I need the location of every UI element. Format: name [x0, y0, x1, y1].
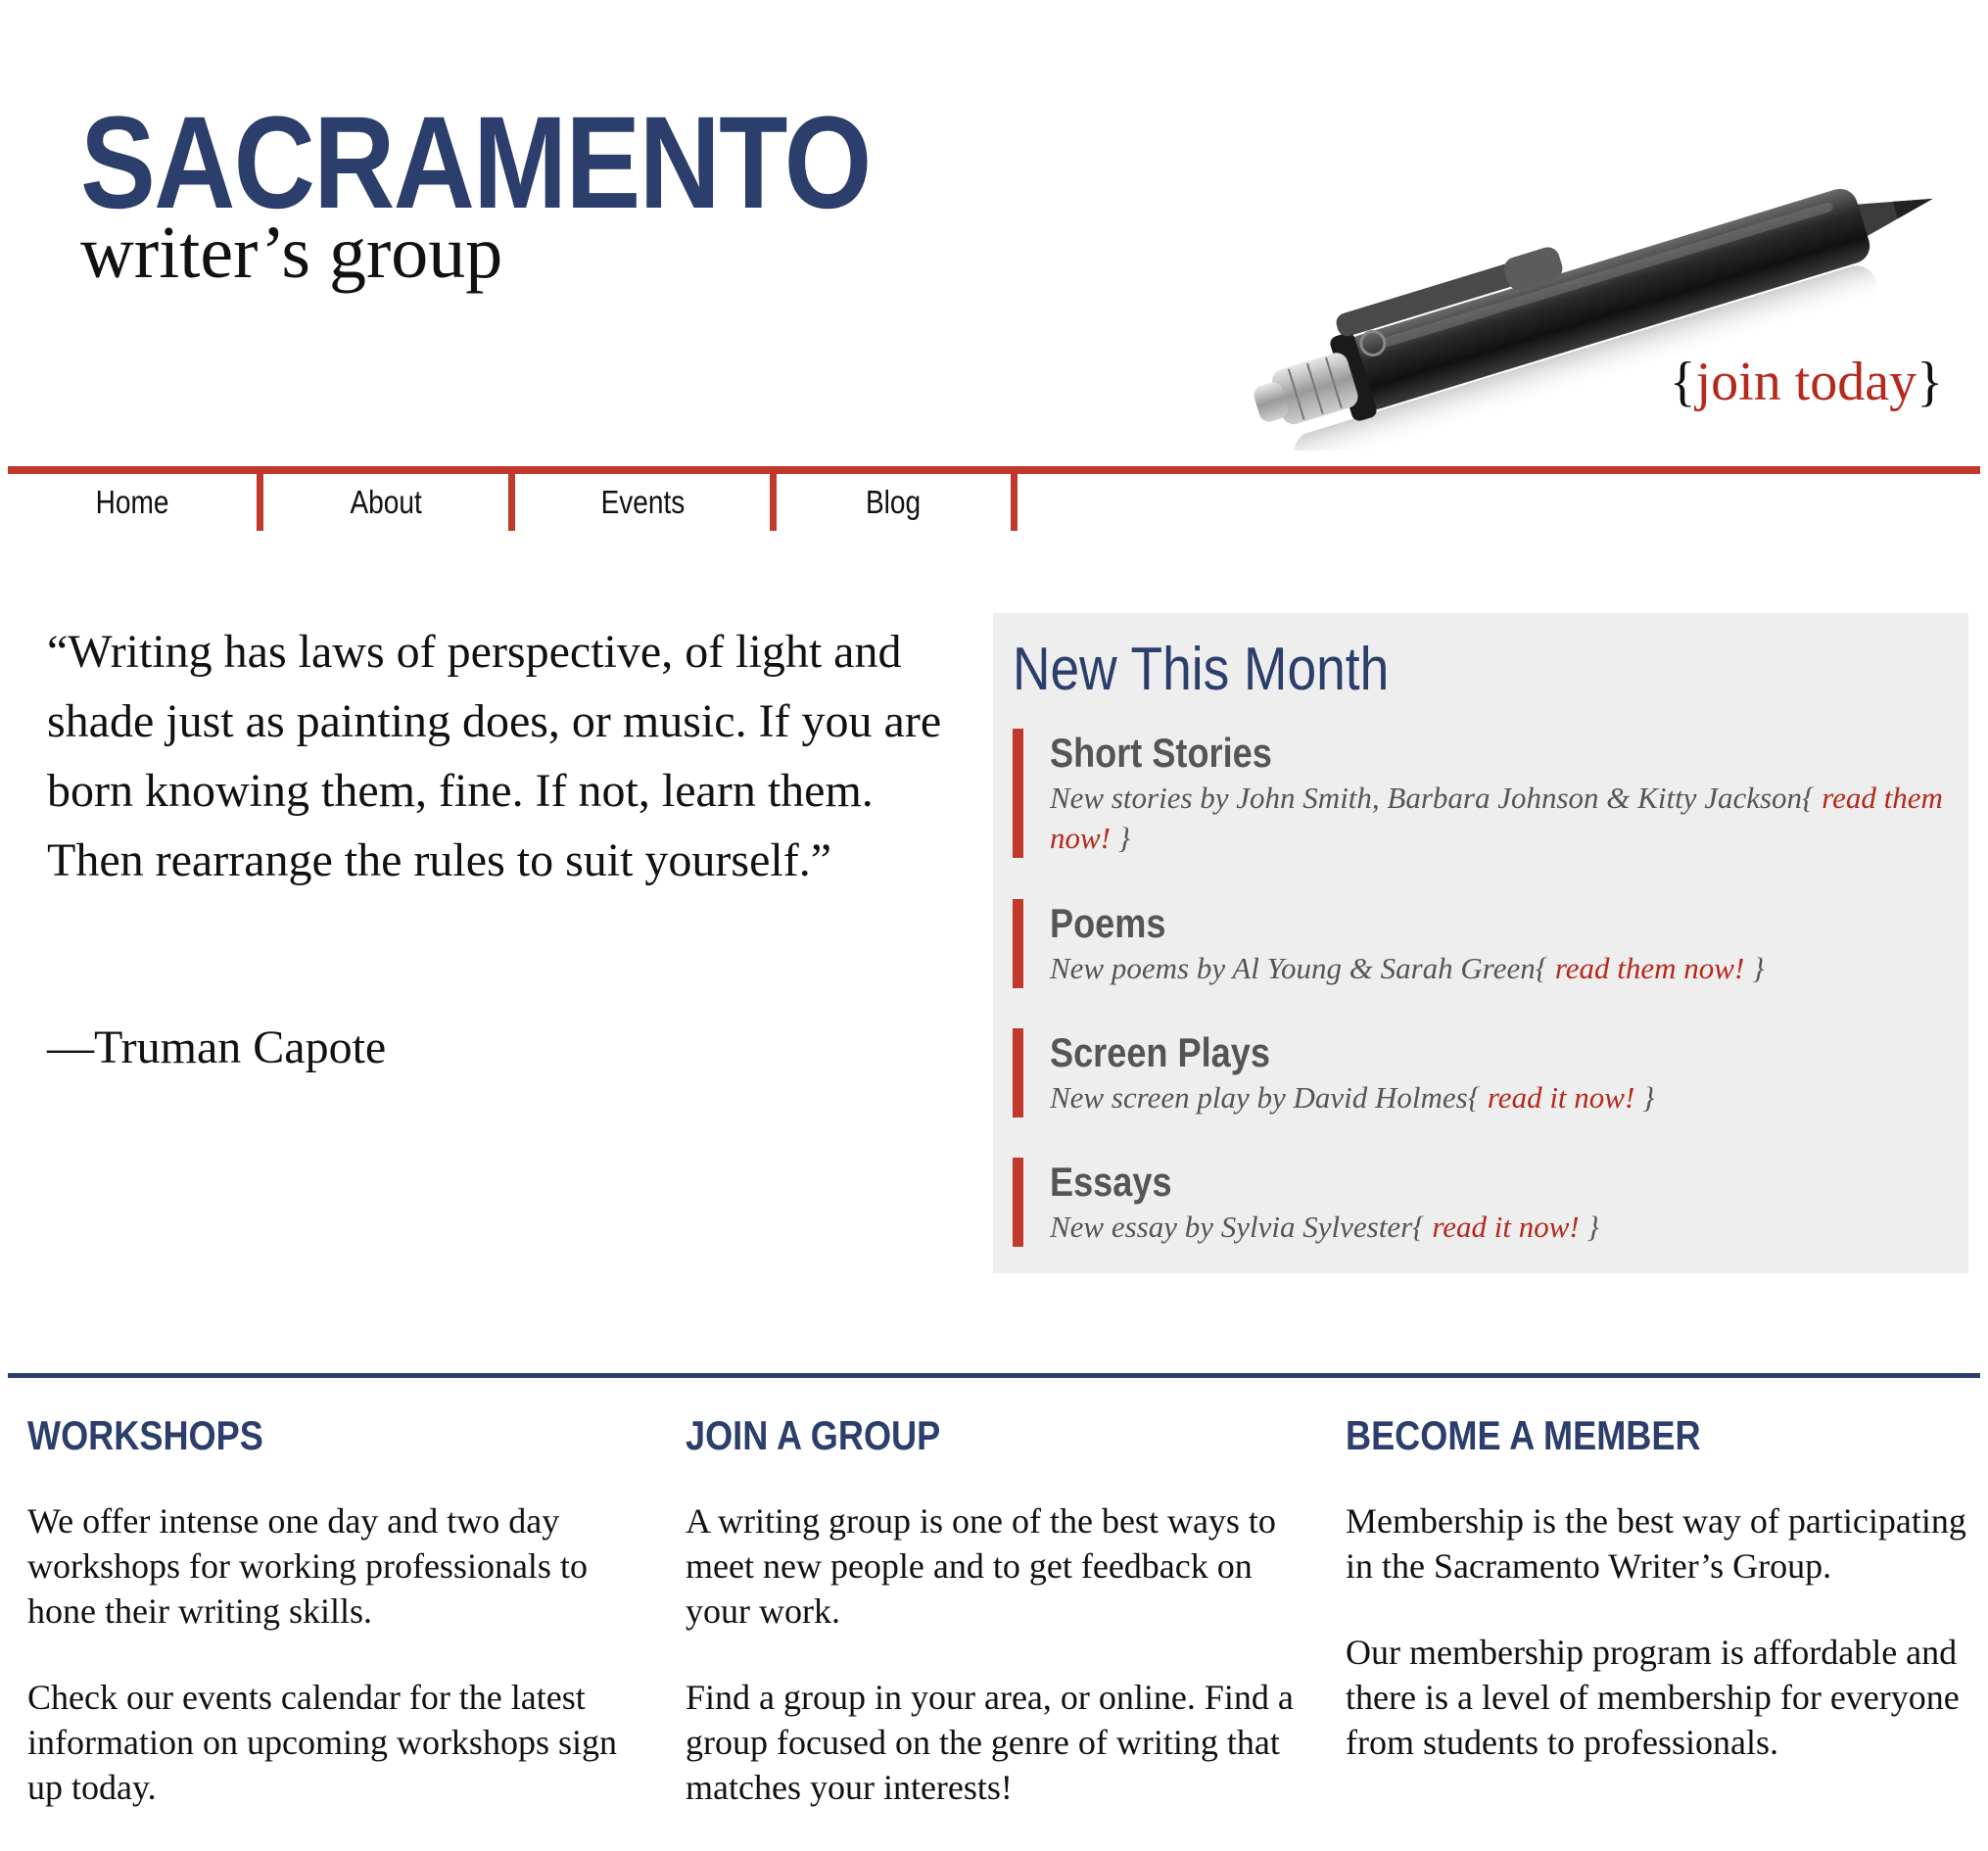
section-divider: [8, 1373, 1980, 1378]
nav-item-label: About: [350, 484, 422, 520]
new-item-description: New essay by Sylvia Sylvester: [1050, 1210, 1413, 1244]
site-title[interactable]: SACRAMENTO: [80, 90, 871, 236]
read-link-poems[interactable]: read them now!: [1554, 951, 1745, 985]
close-brace: }: [1579, 1210, 1599, 1244]
become-member-paragraph: Membership is the best way of participating in the Sacramento Writer’s Group.: [1346, 1501, 1966, 1586]
open-brace: {: [1535, 951, 1555, 985]
featured-quote: “Writing has laws of perspective, of light and shade just as painting does, or music. If you are born knowing them, fine. If not, learn them. Then rearrange the rules to suit yourself.”: [47, 626, 942, 886]
new-this-month-panel: [993, 613, 1968, 1273]
new-item-heading: Short Stories: [1050, 730, 1272, 776]
main-nav: [8, 466, 1980, 539]
workshops-paragraph: We offer intense one day and two day workshops for working professionals to hone their writing skills.: [27, 1501, 588, 1631]
become-member-heading[interactable]: BECOME A MEMBER: [1346, 1412, 1701, 1458]
close-brace: }: [1634, 1080, 1655, 1115]
join-close-brace: }: [1917, 352, 1943, 412]
new-item-description-line: [1050, 1077, 1943, 1117]
new-item-description: New stories by John Smith, Barbara Johnson & Kitty Jackson: [1050, 781, 1803, 815]
nav-item-blog[interactable]: [777, 474, 1018, 531]
open-brace: {: [1412, 1210, 1433, 1244]
join-group-paragraph: A writing group is one of the best ways to meet new people and to get feedback on your work.: [686, 1501, 1276, 1631]
new-item-poems: [1013, 899, 1943, 988]
open-brace: {: [1467, 1080, 1488, 1115]
read-link-screen-plays[interactable]: read it now!: [1487, 1080, 1635, 1115]
new-item-short-stories: [1013, 729, 1943, 858]
new-item-description: New screen play by David Holmes: [1050, 1080, 1468, 1115]
join-group-paragraph: Find a group in your area, or online. Find a group focused on the genre of writing that matches your interests!: [686, 1678, 1294, 1807]
new-item-description-line: [1050, 778, 1943, 858]
new-this-month-title: New This Month: [1013, 636, 1390, 703]
new-item-essays: [1013, 1158, 1943, 1247]
become-member-column: [1346, 1408, 1972, 1806]
new-item-description: New poems by Al Young & Sarah Green: [1050, 951, 1536, 985]
join-label: join today: [1695, 352, 1917, 412]
nav-item-about[interactable]: [263, 474, 515, 531]
new-item-heading: Essays: [1050, 1159, 1172, 1205]
join-group-heading[interactable]: JOIN A GROUP: [686, 1412, 941, 1458]
join-group-column: [686, 1408, 1312, 1851]
new-item-screen-plays: [1013, 1028, 1943, 1117]
site-subtitle: writer’s group: [80, 212, 503, 294]
workshops-column: [27, 1408, 654, 1851]
workshops-heading[interactable]: WORKSHOPS: [27, 1412, 263, 1458]
open-brace: {: [1802, 781, 1822, 815]
workshops-paragraph: Check our events calendar for the latest information on upcoming workshops sign up today.: [27, 1678, 617, 1807]
join-open-brace: {: [1669, 352, 1696, 412]
nav-item-label: Home: [95, 484, 169, 520]
become-member-paragraph: Our membership program is affordable and there is a level of membership for everyone from students to professionals.: [1346, 1633, 1960, 1762]
nav-item-label: Events: [600, 484, 685, 520]
read-link-essays[interactable]: read it now!: [1432, 1210, 1580, 1244]
nav-item-label: Blog: [866, 484, 922, 520]
nav-item-home[interactable]: [8, 474, 263, 531]
quote-author: —Truman Capote: [47, 1021, 387, 1073]
new-item-heading: Poems: [1050, 900, 1166, 946]
close-brace: }: [1111, 821, 1131, 855]
new-item-description-line: [1050, 1207, 1943, 1247]
new-item-heading: Screen Plays: [1050, 1029, 1270, 1075]
nav-item-events[interactable]: [515, 474, 777, 531]
read-link-short-stories[interactable]: read them now!: [1050, 781, 1943, 855]
new-item-description-line: [1050, 948, 1943, 988]
join-today-link[interactable]: [1670, 351, 1943, 413]
close-brace: }: [1744, 951, 1765, 985]
